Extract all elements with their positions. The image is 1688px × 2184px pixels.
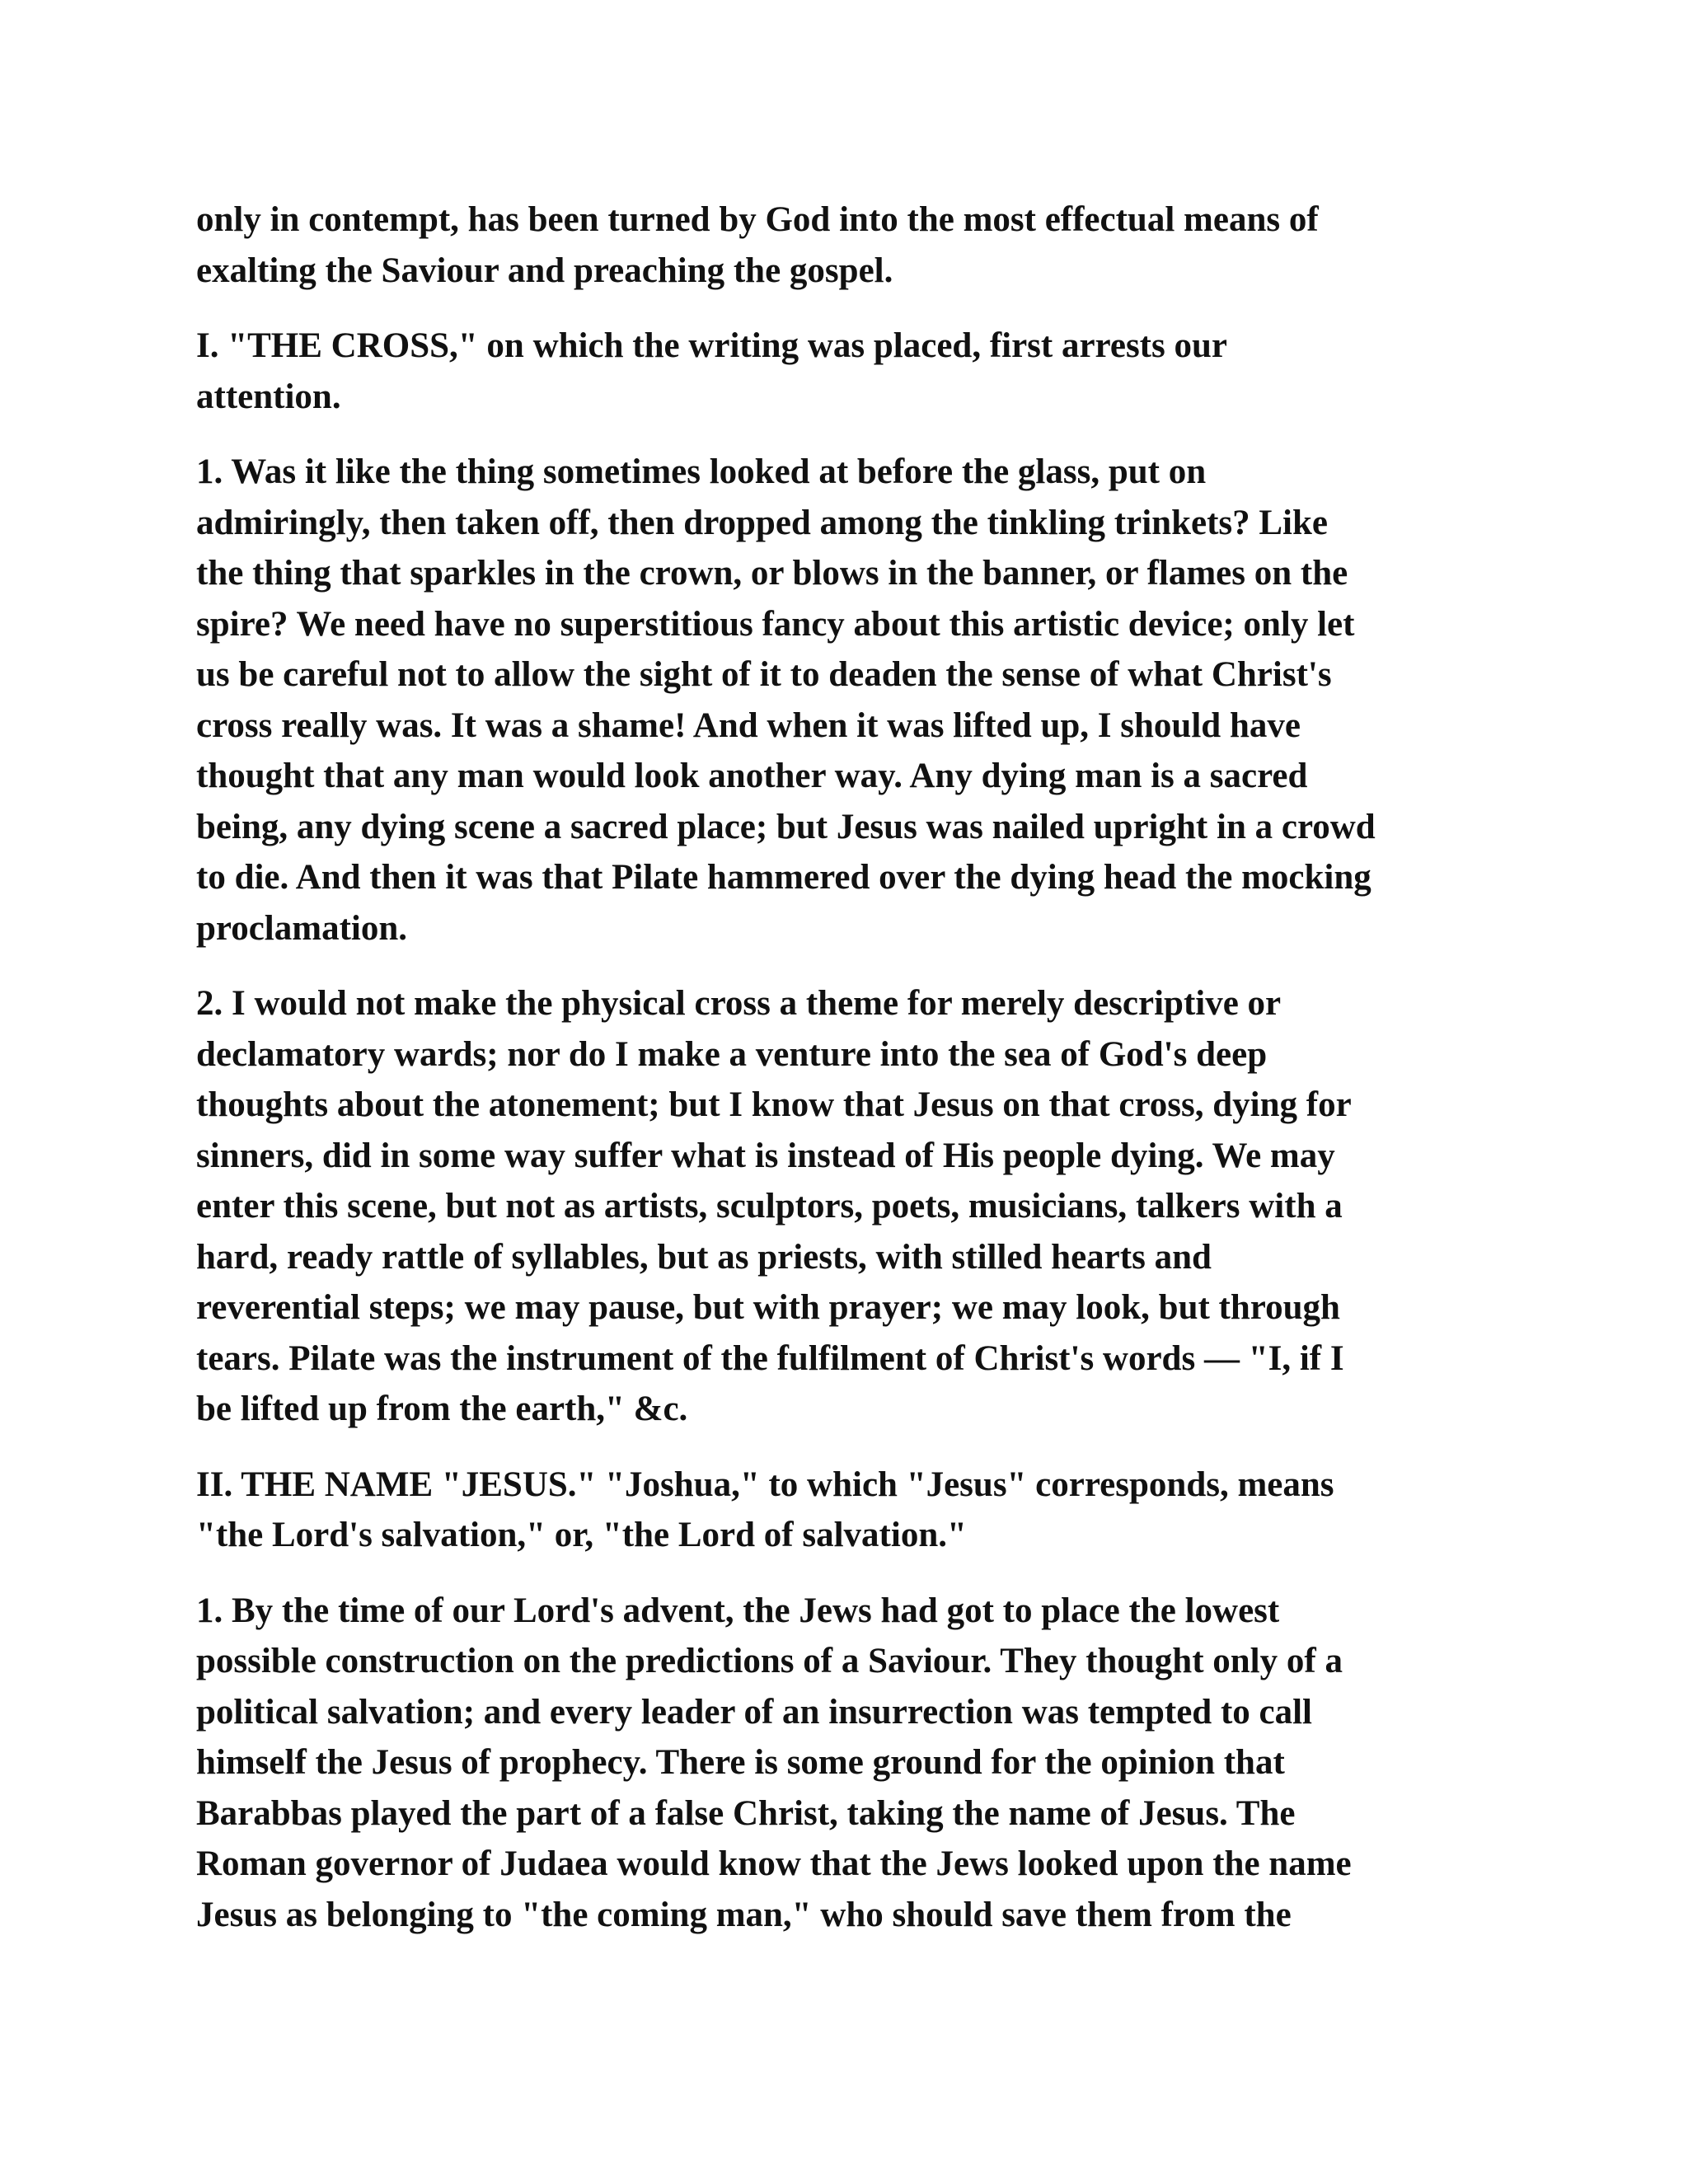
text-line: thought that any man would look another way. Any dying man is a sacred <box>196 757 1308 795</box>
text-line: to die. And then it was that Pilate hammered over the dying head the mocking <box>196 858 1372 897</box>
text-line: enter this scene, but not as artists, sculptors, poets, musicians, talkers with a <box>196 1187 1343 1226</box>
text-line: Jesus as belonging to "the coming man," who should save them from the <box>196 1895 1292 1934</box>
text-line: attention. <box>196 377 341 416</box>
paragraph <box>196 447 1482 954</box>
text-line: admiringly, then taken off, then dropped among the tinkling trinkets? Like <box>196 503 1328 542</box>
paragraph <box>196 194 1482 296</box>
text-line: 2. I would not make the physical cross a theme for merely descriptive or <box>196 984 1282 1023</box>
text-line: I. "THE CROSS," on which the writing was placed, first arrests our <box>196 326 1227 365</box>
text-line: political salvation; and every leader of an insurrection was tempted to call <box>196 1692 1312 1732</box>
text-line: spire? We need have no superstitious fancy about this artistic device; only let <box>196 604 1355 644</box>
paragraph <box>196 1460 1482 1561</box>
text-line: only in contempt, has been turned by God into the most effectual means of <box>196 200 1319 239</box>
text-line: sinners, did in some way suffer what is instead of His people dying. We may <box>196 1136 1335 1175</box>
text-line: 1. Was it like the thing sometimes looked at before the glass, put on <box>196 452 1207 491</box>
text-line: Roman governor of Judaea would know that the Jews looked upon the name <box>196 1844 1352 1883</box>
text-line: declamatory wards; nor do I make a venture into the sea of God's deep <box>196 1034 1268 1074</box>
text-line: reverential steps; we may pause, but with prayer; we may look, but through <box>196 1288 1340 1327</box>
text-line: "the Lord's salvation," or, "the Lord of salvation." <box>196 1516 967 1554</box>
text-line: proclamation. <box>196 908 408 948</box>
text-line: 1. By the time of our Lord's advent, the Jews had got to place the lowest <box>196 1591 1280 1630</box>
text-line: hard, ready rattle of syllables, but as priests, with stilled hearts and <box>196 1237 1212 1277</box>
text-line: cross really was. It was a shame! And when it was lifted up, I should have <box>196 705 1301 745</box>
text-line: II. THE NAME "JESUS." "Joshua," to which "Jesus" corresponds, means <box>196 1465 1334 1504</box>
text-line: us be careful not to allow the sight of it to deaden the sense of what Christ's <box>196 655 1332 694</box>
text-line: thoughts about the atonement; but I know that Jesus on that cross, dying for <box>196 1085 1352 1124</box>
text-line: Barabbas played the part of a false Christ, taking the name of Jesus. The <box>196 1793 1296 1833</box>
paragraph <box>196 978 1482 1435</box>
text-line: himself the Jesus of prophecy. There is some ground for the opinion that <box>196 1743 1285 1782</box>
paragraph <box>196 1586 1482 1941</box>
text-line: possible construction on the predictions of a Saviour. They thought only of a <box>196 1642 1343 1680</box>
text-line: exalting the Saviour and preaching the gospel. <box>196 251 893 290</box>
text-line: be lifted up from the earth," &c. <box>196 1390 688 1428</box>
paragraph <box>196 321 1482 422</box>
text-line: being, any dying scene a sacred place; but Jesus was nailed upright in a crowd <box>196 807 1376 846</box>
document-page <box>196 194 1482 1965</box>
text-line: the thing that sparkles in the crown, or blows in the banner, or flames on the <box>196 554 1348 593</box>
text-line: tears. Pilate was the instrument of the fulfilment of Christ's words — "I, if I <box>196 1338 1344 1378</box>
